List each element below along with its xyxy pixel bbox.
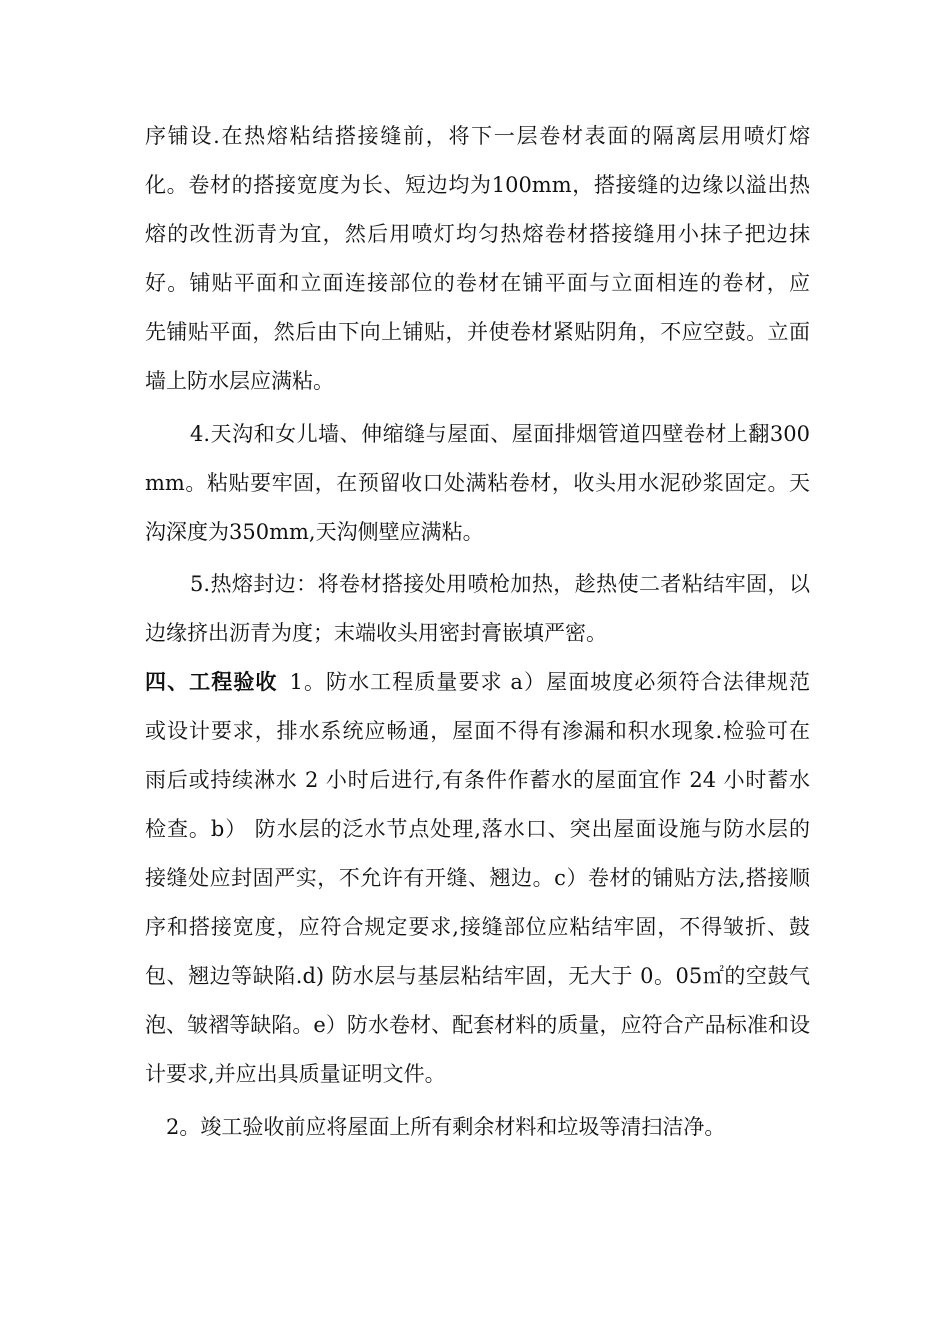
section-four-text: 1。防水工程质量要求 a）屋面坡度必须符合法律规范 [289,670,810,694]
item-2-line: 2。竣工验收前应将屋面上所有剩余材料和垃圾等清扫洁净。 [166,1115,726,1139]
section-four-line-9: 计要求,并应出具质量证明文件。 [145,1062,446,1086]
item-5-line-1: 5.热熔封边：将卷材搭接处用喷枪加热，趁热使二者粘结牢固，以 [190,572,810,596]
item-4-line-1: 4.天沟和女儿墙、伸缩缝与屋面、屋面排烟管道四壁卷材上翻300 [190,422,810,446]
paragraph-line-3: 熔的改性沥青为宜，然后用喷灯均匀热熔卷材搭接缝用小抹子把边抹 [145,222,810,246]
item-5-line-2: 边缘挤出沥青为度；末端收头用密封膏嵌填严密。 [145,621,607,645]
section-four-line-3: 雨后或持续淋水 2 小时后进行,有条件作蓄水的屋面宜作 24 小时蓄水 [145,768,810,792]
paragraph-line-1: 序铺设.在热熔粘结搭接缝前，将下一层卷材表面的隔离层用喷灯熔 [145,124,810,148]
paragraph-line-6: 墙上防水层应满粘。 [145,369,334,393]
item-4-line-3: 沟深度为350mm,天沟侧壁应满粘。 [145,520,484,544]
section-four-line-2: 或设计要求，排水系统应畅通，屋面不得有渗漏和积水现象.检验可在 [145,719,810,743]
section-four-line-6: 序和搭接宽度，应符合规定要求,接缝部位应粘结牢固，不得皱折、鼓 [145,915,810,939]
paragraph-line-2: 化。卷材的搭接宽度为长、短边均为100mm，搭接缝的边缘以溢出热 [145,173,810,197]
section-four-line-4: 检查。b） 防水层的泛水节点处理,落水口、突出屋面设施与防水层的 [145,817,810,841]
section-four-first-line [145,662,810,702]
section-heading: 四、工程验收 [145,670,278,694]
item-4-line-2: mm。粘贴要牢固，在预留收口处满粘卷材，收头用水泥砂浆固定。天 [145,471,810,495]
section-four-line-8: 泡、皱褶等缺陷。e）防水卷材、配套材料的质量，应符合产品标准和设 [145,1013,810,1037]
section-four-line-7: 包、翘边等缺陷.d) 防水层与基层粘结牢固，无大于 0。05㎡的空鼓气 [145,964,810,988]
paragraph-line-5: 先铺贴平面，然后由下向上铺贴，并使卷材紧贴阴角，不应空鼓。立面 [145,320,810,344]
section-four-line-5: 接缝处应封固严实，不允许有开缝、翘边。c）卷材的铺贴方法,搭接顺 [145,866,810,890]
paragraph-line-4: 好。铺贴平面和立面连接部位的卷材在铺平面与立面相连的卷材，应 [145,271,810,295]
